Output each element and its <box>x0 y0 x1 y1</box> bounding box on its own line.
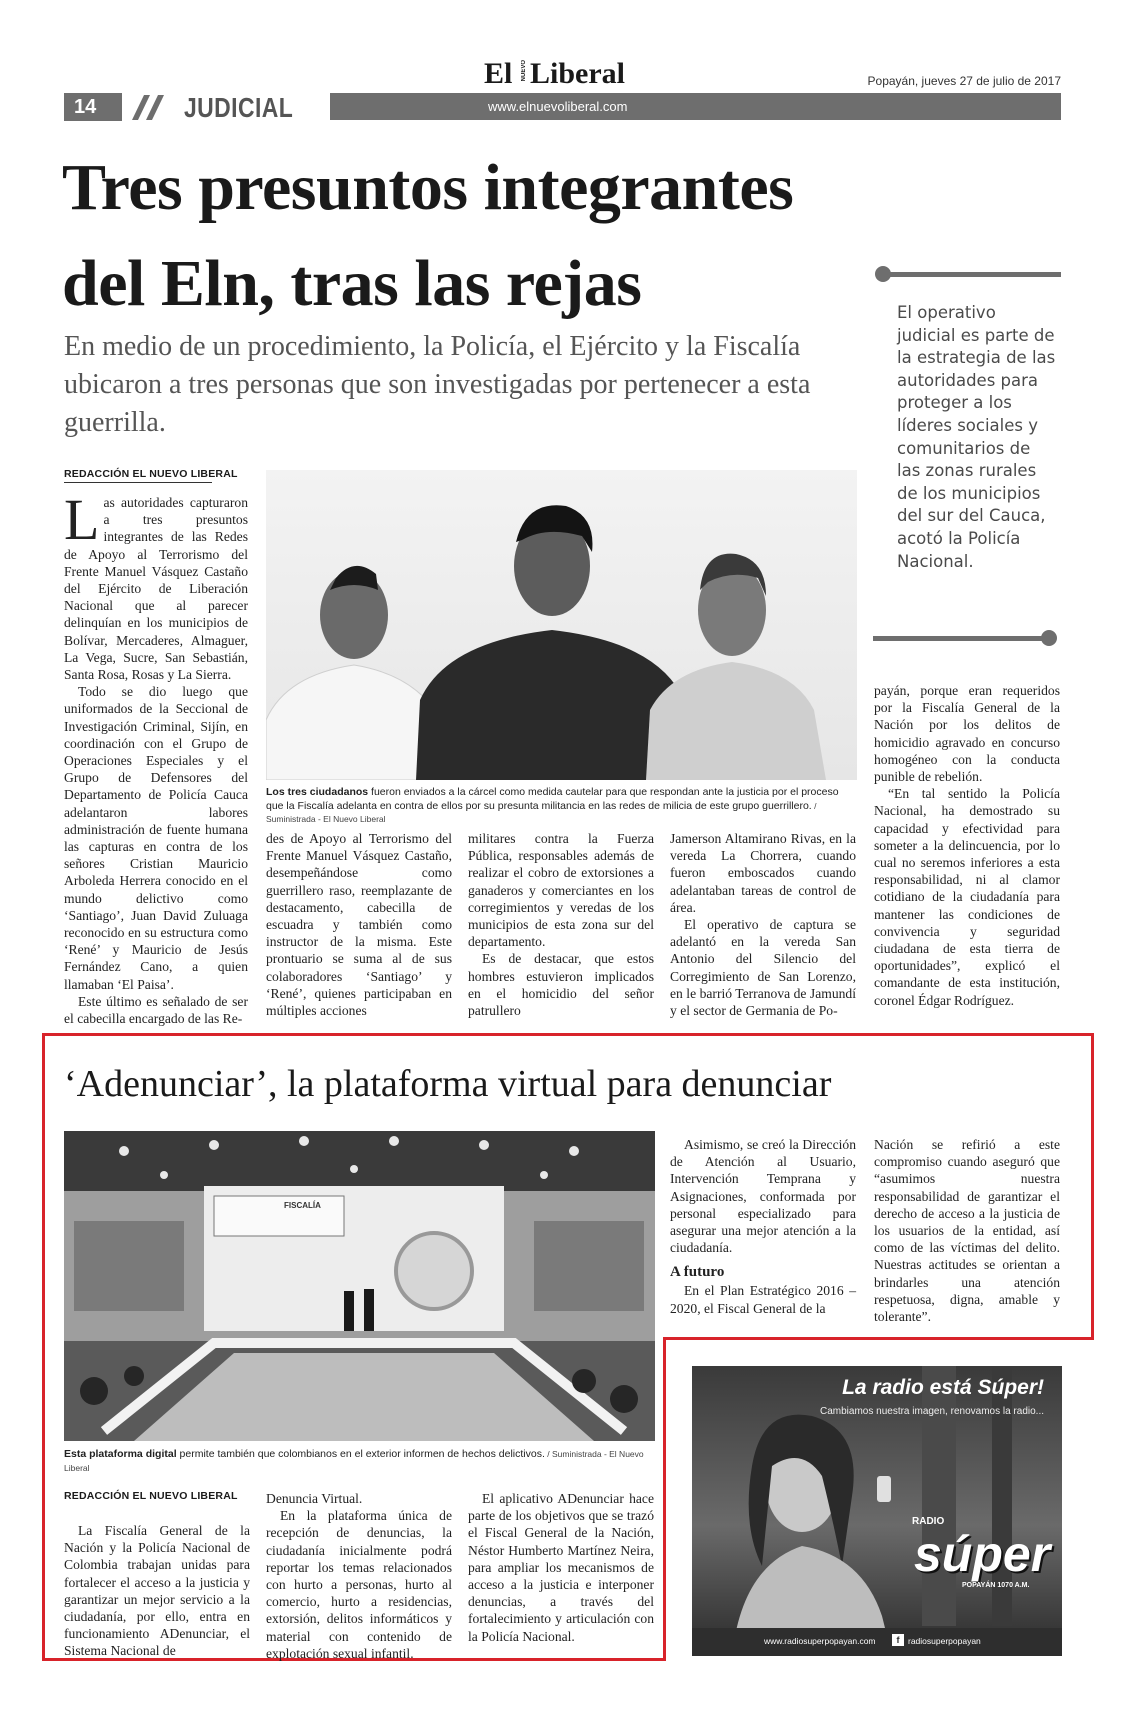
paragraph: des de Apoyo al Terrorismo del Frente Manuel Vásquez Castaño, desempeñándose como guerrillero raso, reemplazante de destacamento, cabecilla de escuadra y también como instructor de la misma. Este prontuario se suma al de sus colaboradores ‘Santiago’ y ‘René’, quienes participaban en múltiples acciones <box>266 831 452 1019</box>
caption-text: fueron enviados a la cárcel como medida cautelar para que respondan ante la justicia por el proceso que la Fiscalía adelanta en contra de ellos por su presunta militancia en las redes de milicia de este grupo guerrillero. <box>266 786 839 812</box>
paragraph: Nación se refirió a este compromiso cuando aseguró que “asumimos nuestra responsabilidad de garantizar el derecho de acceso a la justicia de los usuarios de la entidad, así como de las víctimas del delito. Nuestras actitudes se orientan a brindarles una atención respetuosa, digna, amable y tolerante”. <box>874 1137 1060 1325</box>
detainees-caption <box>266 786 857 827</box>
article2-byline: REDACCIÓN EL NUEVO LIBERAL <box>64 1490 238 1502</box>
article2-column-5 <box>874 1136 1060 1325</box>
article2-column-2 <box>266 1490 452 1662</box>
article2-column-4 <box>670 1136 856 1317</box>
ad-brand-frequency: POPAYÁN 1070 A.M. <box>962 1582 1030 1589</box>
ad-brand-small: RADIO <box>912 1516 945 1527</box>
byline-rule <box>64 482 212 483</box>
article1-title-line2: del Eln, tras las rejas <box>62 247 642 320</box>
caption-lead: Los tres ciudadanos <box>266 786 369 798</box>
paragraph: Es de destacar, que estos hombres estuvieron implicados en el homicidio del señor patrullero <box>468 951 654 1019</box>
paragraph: El aplicativo ADenunciar hace parte de los objetivos que se trazó el Fiscal General de la Nación, Néstor Humberto Martínez Neira, para ampliar los mecanismos de acceso a la justicia e interponer denuncias, a través del fortalecimiento y articulación con la Policía Nacional. <box>468 1491 654 1644</box>
paragraph: “En tal sentido la Policía Nacional, ha demostrado su capacidad y efectividad para someter a la delincuencia, por lo cual no seremos inferiores a esta responsabilidad, ni al clamor cotidiano de la ciudadanía para mantener las condiciones de convivencia y seguridad ciudadana de esta tierra de oportunidades”, explicó el comandante de esta institución, coronel Édgar Rodríguez. <box>874 786 1060 1008</box>
logo-liberal: Liberal <box>530 57 625 90</box>
pullquote-bottom-dot <box>1041 630 1057 646</box>
paragraph: as autoridades capturaron a tres presuntos integrantes de las Redes de Apoyo al Terrorismo del Frente Manuel Vásquez Castaño del Ejército de Liberación Nacional que al parecer delinquían en los municipios de Bolívar, Mercaderes, Almaguer, La Vega, Sucre, San Sebastián, Santa Rosa, Rosas y La Sierra. <box>64 495 248 683</box>
paragraph: Denuncia Virtual. <box>266 1491 363 1506</box>
logo-nuevo: NUEVO <box>521 60 527 82</box>
pullquote-text: El operativo judicial es parte de la estrategia de las autoridades para proteger a los líderes sociales y comunitarios de las zonas rurales de los municipios del sur del Cauca, acotó la Policía Nacional. <box>897 303 1056 571</box>
article2-title: ‘Adenunciar’, la plataforma virtual para denunciar <box>64 1063 832 1105</box>
paragraph: El operativo de captura se adelantó en la vereda San Antonio del Silencio del Corregimiento de San Lorenzo, en le barrió Terranova de Jamundí y el sector de Germania de Po- <box>670 917 856 1019</box>
ad-social-handle[interactable]: radiosuperpopayan <box>908 1636 981 1646</box>
caption-credit: / Suministrada - El Nuevo Liberal <box>266 800 817 824</box>
pullquote-bottom-rule <box>873 636 1049 641</box>
article1-byline: REDACCIÓN EL NUEVO LIBERAL <box>64 468 238 480</box>
section-label: JUDICIAL <box>184 92 294 123</box>
caption-credit: / Suministrada - El Nuevo Liberal <box>64 1449 644 1473</box>
caption-lead: Esta plataforma digital <box>64 1448 177 1460</box>
pullquote-top-rule <box>883 272 1061 277</box>
pullquote-top-dot <box>875 266 891 282</box>
ad-website[interactable]: www.radiosuperpopayan.com <box>764 1636 876 1646</box>
article1-column-4 <box>670 830 856 1019</box>
paragraph: payán, porque eran requeridos por la Fiscalía General de la Nación por los delitos de homicidio agravado en concurso homogéneo con la conducta punible de rebelión. <box>874 683 1060 785</box>
ad-brand-logo: súper <box>914 1526 1051 1582</box>
caption-text: permite también que colombianos en el exterior informen de hechos delictivos. <box>176 1448 545 1460</box>
article2-column-3 <box>468 1490 654 1645</box>
dropcap: L <box>64 487 100 552</box>
paragraph: militares contra la Fuerza Pública, responsables además de realizar el cobro de extorsiones a ganaderos y comerciantes en los corregimientos y veredas de los municipios de esta zona sur del departamento. <box>468 831 654 950</box>
paragraph: Todo se dio luego que uniformados de la Seccional de Investigación Criminal, Sijín, en coordinación con el Grupo de Operaciones Especiales y el Grupo de Defensores del Departamento de Policía Cauca adelantaron labores administración de fuente humana las capturas en contra de los señores Cristian Mauricio Arboleda Herrera conocido en el mundo delictivo como ‘Santiago’, Juan David Zuluaga reconocido en su estructura como ‘René’ y Mauricio de Jesús Fernández Cano, a quien llamaban ‘El Paisa’. <box>64 684 248 992</box>
platform-caption <box>64 1448 655 1475</box>
facebook-icon: f <box>892 1634 904 1646</box>
article1-column-1 <box>64 487 248 1027</box>
detainees-photo <box>266 470 857 780</box>
photo-sign-text: FISCALÍA <box>284 1201 321 1210</box>
paragraph: Asimismo, se creó la Dirección de Atención al Usuario, Intervención Temprana y Asignaciones, conformada por personal especializado para asegurar una mejor atención a la ciudadanía. <box>670 1137 856 1256</box>
ad-tagline: Cambiamos nuestra imagen, renovamos la radio... <box>820 1406 1044 1417</box>
article2-column-1 <box>64 1522 250 1660</box>
ad-headline: La radio está Súper! <box>842 1376 1044 1399</box>
website-link[interactable]: www.elnuevoliberal.com <box>488 99 628 114</box>
article1-title-line1: Tres presuntos integrantes <box>62 151 794 224</box>
pullquote-box <box>873 266 1061 646</box>
paragraph: En la plataforma única de recepción de denuncias, la ciudadanía inicialmente podrá reportar los temas relacionados con hurto a personas, hurto al comercio, hurto a residencias, extorsión, delitos informáticos y material con contenido de explotación sexual infantil. <box>266 1508 452 1661</box>
ad-footer-bar <box>692 1628 1062 1656</box>
paragraph: Este último es señalado de ser el cabecilla encargado de las Re- <box>64 993 248 1027</box>
paragraph: Jamerson Altamirano Rivas, en la vereda La Chorrera, cuando fueron emboscados cuando adelantaban tareas de control de área. <box>670 831 856 915</box>
section-slashes <box>124 93 176 121</box>
subhead-a-futuro: A futuro <box>670 1264 725 1281</box>
paragraph: La Fiscalía General de la Nación y la Policía Nacional de Colombia trabajan unidas para fortalecer el acceso a la justicia y garantizar un mejor servicio a la ciudadanía, por ello, entra en funcionamiento ADenunciar, el Sistema Nacional de <box>64 1523 250 1659</box>
article1-column-3 <box>468 830 654 1019</box>
article1-subtitle: En medio de un procedimiento, la Policía, el Ejército y la Fiscalía ubicaron a tres personas que son investigadas por pertenecer a esta guerrilla. <box>64 331 811 438</box>
article1-column-2 <box>266 830 452 1019</box>
article1-column-5 <box>874 682 1060 1009</box>
logo-el: El <box>484 57 513 90</box>
page-number: 14 <box>64 93 122 121</box>
highlight-box-step <box>663 1337 1094 1340</box>
radio-super-ad[interactable] <box>692 1366 1062 1656</box>
article1-title <box>62 140 793 332</box>
paragraph: En el Plan Estratégico 2016 – 2020, el Fiscal General de la <box>670 1283 856 1316</box>
platform-photo <box>64 1131 655 1441</box>
page-header <box>0 0 1125 130</box>
dateline: Popayán, jueves 27 de julio de 2017 <box>867 74 1061 88</box>
header-bar <box>330 93 1061 120</box>
